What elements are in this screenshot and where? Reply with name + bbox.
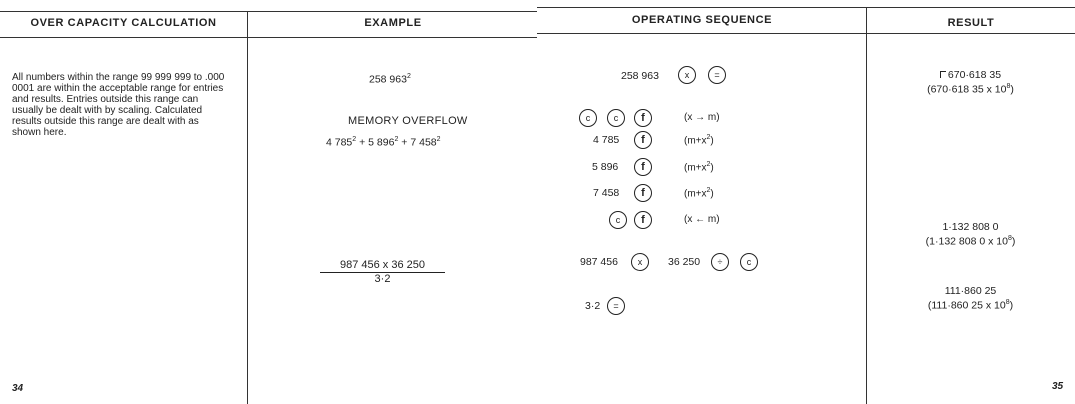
annotation-m-plus-x2: [684, 187, 714, 199]
annotation-x-from-m: (x ← m): [684, 214, 720, 225]
annotation-close: ): [710, 135, 714, 147]
result-1-expanded: [868, 81, 1073, 96]
header-top-rule-right: [537, 7, 1075, 8]
seq-7-number-2: 36 250: [668, 256, 701, 268]
function-key-icon: f: [634, 158, 652, 176]
result-3-expanded-text: (111·860 25 x 10: [927, 299, 1006, 312]
fraction-denominator: 3·2: [374, 273, 391, 285]
header-result: RESULT: [947, 17, 995, 29]
divide-key-icon: ÷: [711, 253, 729, 271]
example-3-fraction: [320, 259, 445, 285]
close-paren: ): [1009, 299, 1014, 312]
clear-key-icon: c: [740, 253, 758, 271]
close-paren: ): [1011, 235, 1016, 248]
result-2: [868, 222, 1073, 248]
annotation-m-plus-x2: [684, 134, 714, 146]
header-bottom-rule-right: [537, 33, 1075, 34]
result-3-display: 111·860 25: [944, 285, 997, 297]
annotation-close: ): [710, 162, 714, 174]
equals-key-icon: =: [607, 297, 625, 315]
exponent: 2: [394, 136, 399, 143]
annotation-m-plus-x2: [684, 161, 714, 173]
term-1: 4 785: [326, 136, 353, 149]
exponent: 2: [706, 134, 711, 141]
term-2: 5 896: [368, 136, 395, 149]
overflow-indicator-icon: [940, 71, 946, 78]
exponent: 2: [706, 161, 711, 168]
seq-7-number-1: 987 456: [580, 256, 618, 268]
page-number-right: 35: [1052, 381, 1064, 392]
result-1-expanded-text: (670·618 35 x 10: [927, 83, 1007, 96]
result-3: [868, 286, 1073, 312]
exponent: 2: [406, 73, 411, 80]
annotation-x-to-m: (x → m): [684, 112, 720, 123]
result-2-display: 1·132 808 0: [942, 221, 999, 233]
function-key-icon: f: [634, 211, 652, 229]
result-3-expanded: [868, 297, 1073, 312]
seq-3-number: 4 785: [593, 134, 620, 146]
description-text: All numbers within the range 99 999 999 to .000 0001 are within the acceptable range for entries and results. Entries outside this range can usually be dealt with by scaling. Calculated results outside this range are dealt with as shown here.: [12, 72, 225, 138]
header-over-capacity: OVER CAPACITY CALCULATION: [30, 17, 217, 29]
header-bottom-rule: [0, 37, 537, 38]
result-1-display: [868, 70, 1073, 81]
plus-sign: +: [401, 136, 408, 149]
exponent: 2: [352, 136, 357, 143]
seq-1-number: 258 963: [621, 70, 659, 82]
annotation-text: (m+x: [684, 162, 707, 174]
annotation-text: (m+x: [684, 188, 707, 200]
seq-8-number: 3·2: [585, 300, 601, 312]
close-paren: ): [1010, 83, 1014, 96]
multiply-key-icon: x: [678, 66, 696, 84]
exponent: 2: [436, 136, 441, 143]
annotation-text: (m+x: [684, 135, 707, 147]
exponent: 8: [1005, 299, 1010, 306]
header-top-rule: [0, 11, 537, 12]
fraction-numerator: 987 456 x 36 250: [320, 259, 445, 273]
term-3: 7 458: [410, 136, 437, 149]
clear-key-icon: c: [579, 109, 597, 127]
multiply-key-icon: x: [631, 253, 649, 271]
exponent: 8: [1007, 235, 1012, 242]
function-key-icon: f: [634, 184, 652, 202]
example-1: [369, 73, 411, 86]
function-key-icon: f: [634, 131, 652, 149]
column-divider-3: [866, 7, 867, 404]
example-2-expression: [326, 136, 441, 149]
exponent: 2: [706, 187, 711, 194]
clear-key-icon: c: [607, 109, 625, 127]
result-2-expanded: [868, 233, 1073, 248]
seq-4-number: 5 896: [592, 161, 619, 173]
header-operating-sequence: OPERATING SEQUENCE: [631, 14, 773, 26]
result-2-expanded-text: (1·132 808 0 x 10: [925, 235, 1008, 248]
seq-5-number: 7 458: [593, 187, 620, 199]
header-example: EXAMPLE: [364, 17, 422, 29]
plus-sign: +: [359, 136, 366, 149]
example-1-value: 258 963: [369, 73, 407, 86]
result-1-value: 670·618 35: [947, 69, 1002, 81]
page-number-left: 34: [12, 383, 24, 394]
column-divider-1: [247, 11, 248, 404]
annotation-close: ): [710, 188, 714, 200]
equals-key-icon: =: [708, 66, 726, 84]
clear-key-icon: c: [609, 211, 627, 229]
result-1: [868, 70, 1073, 96]
example-2-title: MEMORY OVERFLOW: [348, 115, 468, 127]
exponent: 8: [1006, 83, 1011, 90]
function-key-icon: f: [634, 109, 652, 127]
